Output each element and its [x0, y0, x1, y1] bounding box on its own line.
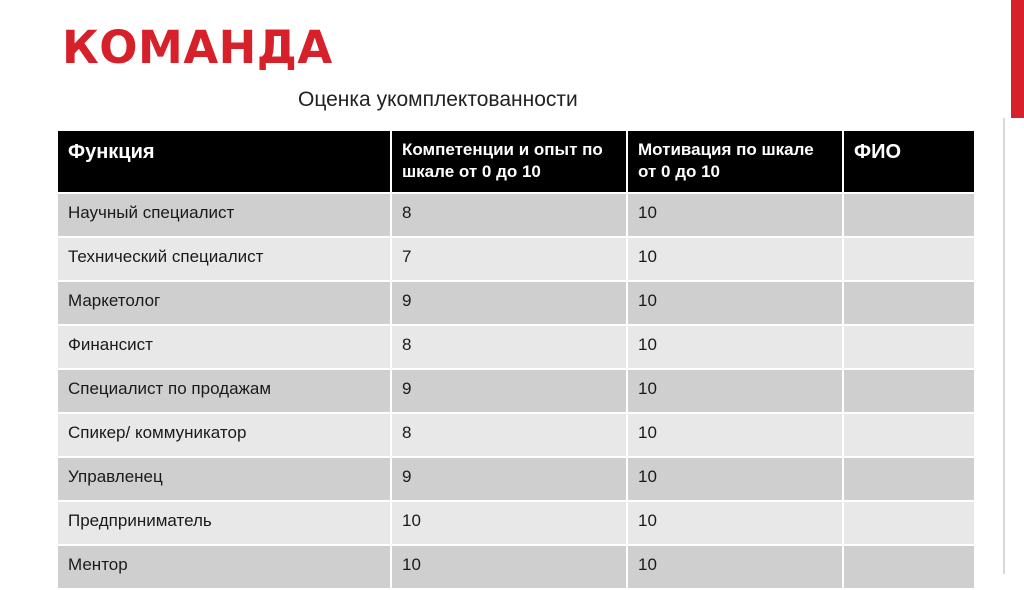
table-row [58, 237, 974, 281]
cell-motivation: 10 [627, 545, 843, 589]
cell-motivation: 10 [627, 369, 843, 413]
table-row [58, 457, 974, 501]
table-row [58, 413, 974, 457]
slide-title: КОМАНДА [62, 21, 333, 74]
table-header-row [58, 131, 974, 193]
cell-competence: 10 [391, 501, 627, 545]
cell-function: Маркетолог [58, 281, 391, 325]
table-row [58, 369, 974, 413]
right-divider-line [1003, 118, 1005, 574]
table-row [58, 501, 974, 545]
cell-competence: 7 [391, 237, 627, 281]
team-table [58, 131, 974, 590]
cell-name [843, 545, 974, 589]
cell-function: Технический специалист [58, 237, 391, 281]
cell-name [843, 369, 974, 413]
cell-name [843, 281, 974, 325]
cell-motivation: 10 [627, 237, 843, 281]
cell-motivation: 10 [627, 281, 843, 325]
cell-function: Финансист [58, 325, 391, 369]
right-accent-bar [1011, 0, 1024, 118]
table-row [58, 281, 974, 325]
cell-motivation: 10 [627, 501, 843, 545]
cell-motivation: 10 [627, 457, 843, 501]
cell-name [843, 457, 974, 501]
cell-name [843, 501, 974, 545]
table-row [58, 193, 974, 237]
header-function: Функция [58, 131, 391, 193]
table-row [58, 545, 974, 589]
header-name: ФИО [843, 131, 974, 193]
cell-competence: 10 [391, 545, 627, 589]
slide-subtitle: Оценка укомплектованности [298, 88, 578, 111]
cell-competence: 8 [391, 413, 627, 457]
cell-competence: 9 [391, 281, 627, 325]
cell-motivation: 10 [627, 193, 843, 237]
cell-function: Научный специалист [58, 193, 391, 237]
cell-function: Ментор [58, 545, 391, 589]
cell-name [843, 237, 974, 281]
header-motivation: Мотивация по шкале от 0 до 10 [627, 131, 843, 193]
cell-competence: 9 [391, 457, 627, 501]
cell-function: Предприниматель [58, 501, 391, 545]
cell-name [843, 325, 974, 369]
table-row [58, 325, 974, 369]
cell-competence: 9 [391, 369, 627, 413]
cell-function: Спикер/ коммуникатор [58, 413, 391, 457]
cell-motivation: 10 [627, 325, 843, 369]
cell-function: Специалист по продажам [58, 369, 391, 413]
cell-function: Управленец [58, 457, 391, 501]
cell-competence: 8 [391, 325, 627, 369]
header-competence: Компетенции и опыт по шкале от 0 до 10 [391, 131, 627, 193]
cell-name [843, 193, 974, 237]
cell-name [843, 413, 974, 457]
cell-competence: 8 [391, 193, 627, 237]
cell-motivation: 10 [627, 413, 843, 457]
